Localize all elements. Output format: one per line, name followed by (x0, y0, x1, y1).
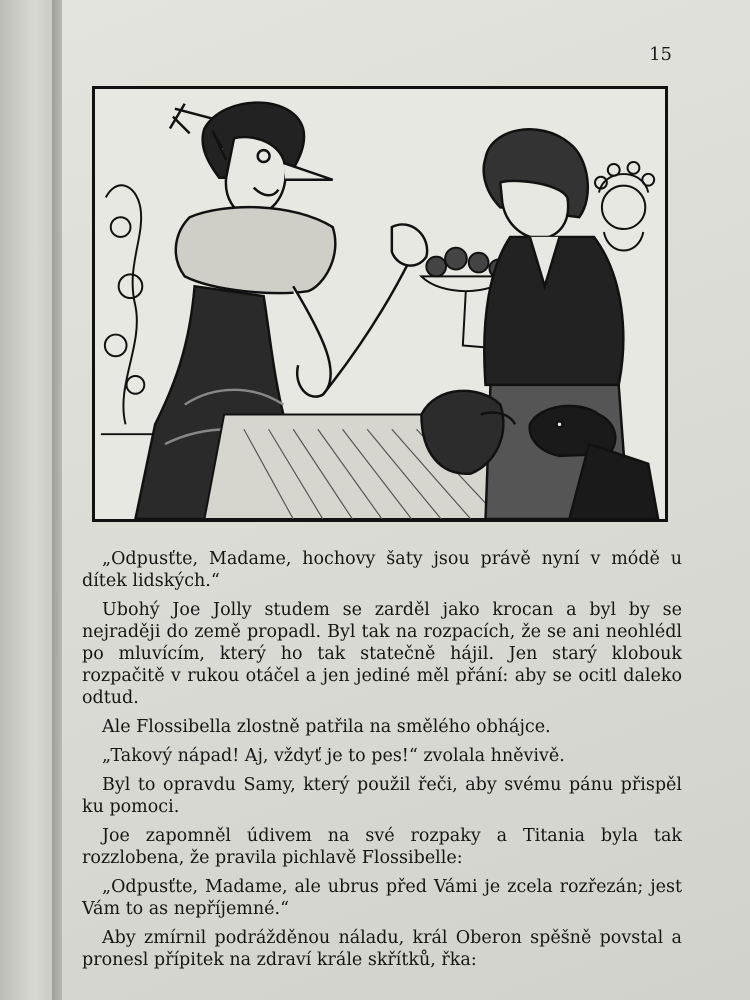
book-page (62, 0, 750, 1000)
paragraph-8: Aby zmírnil podrážděnou náladu, král Oberon spěšně povstal a pronesl přípitek na zdraví krále skřítků, řka: (82, 928, 682, 970)
paragraph-5: Byl to opravdu Samy, který použil řeči, aby svému pánu přispěl ku pomoci. (82, 775, 682, 817)
paragraph-6: Joe zapomněl údivem na své rozpaky a Titania byla tak rozzlobena, že pravila pichlavě Flossibelle: (82, 826, 682, 868)
paragraph-7: „Odpusťte, Madame, ale ubrus před Vámi je zcela rozřezán; jest Vám to as nepříjemné.“ (82, 877, 682, 919)
illustration-woman-and-boy (92, 86, 668, 522)
paragraph-2: Ubohý Joe Jolly studem se zarděl jako krocan a byl by se nejraději do země propadl. Byl tak na rozpacích, že se ani neohlédl po mluvícím, který ho tak statečně hájil. Jen starý klobouk rozpačitě v rukou otáčel a jen jediné měl přání: aby se ocitl daleko odtud. (82, 600, 682, 708)
paragraph-1: „Odpusťte, Madame, hochovy šaty jsou právě nyní v módě u dítek lidských.“ (82, 549, 682, 591)
body-text (82, 548, 682, 978)
paragraph-3: Ale Flossibella zlostně patřila na smělého obhájce. (102, 717, 551, 737)
paragraph-4: „Takový nápad! Aj, vždyť je to pes!“ zvolala hněvivě. (102, 746, 565, 766)
facing-page-edge (0, 0, 58, 1000)
page-number: 15 (649, 44, 672, 65)
background-girl (595, 162, 654, 251)
